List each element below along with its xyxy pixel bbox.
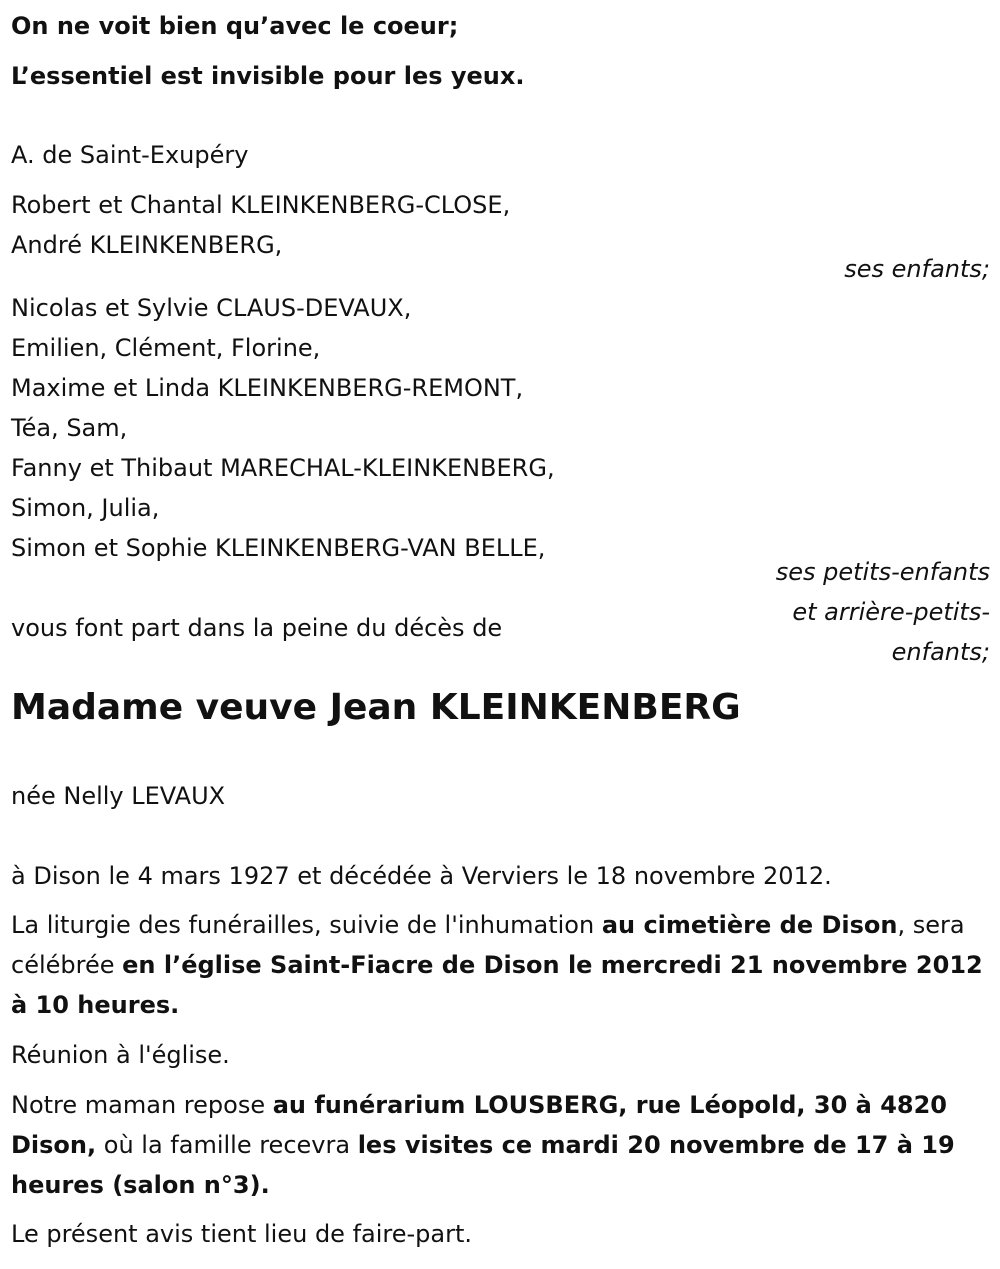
funeral-home-location: au funérarium LOUSBERG, rue Léopold, 30 à 4820 Dison, xyxy=(11,1091,948,1159)
visitation-paragraph xyxy=(11,1085,991,1205)
reunion-note: Réunion à l'église. xyxy=(11,1041,230,1069)
child-line: André KLEINKENBERG, xyxy=(11,231,283,259)
grandchild-line: Simon et Sophie KLEINKENBERG-VAN BELLE, xyxy=(11,534,546,562)
grandchild-line: Maxime et Linda KLEINKENBERG-REMONT, xyxy=(11,374,524,402)
funeral-paragraph xyxy=(11,905,991,1025)
deceased-name: Madame veuve Jean KLEINKENBERG xyxy=(11,687,741,728)
children-role-label: ses enfants; xyxy=(844,255,990,283)
grandchildren-role-label-1: ses petits-enfants xyxy=(775,558,990,586)
maiden-name: née Nelly LEVAUX xyxy=(11,782,226,810)
announcement-intro: vous font part dans la peine du décès de xyxy=(11,614,503,642)
funeral-text: , sera célébrée xyxy=(11,911,965,979)
grandchild-line: Simon, Julia, xyxy=(11,494,160,522)
visitation-text: Notre maman repose xyxy=(11,1091,273,1119)
closing-note: Le présent avis tient lieu de faire-part. xyxy=(11,1220,473,1248)
quote-line-1: On ne voit bien qu’avec le coeur; xyxy=(11,12,459,40)
funeral-text: La liturgie des funérailles, suivie de l'inhumation xyxy=(11,911,602,939)
grandchildren-role-label-3: enfants; xyxy=(891,638,990,666)
quote-line-2: L’essentiel est invisible pour les yeux. xyxy=(11,62,525,90)
birth-death-dates: à Dison le 4 mars 1927 et décédée à Verviers le 18 novembre 2012. xyxy=(11,862,832,890)
grandchild-line: Emilien, Clément, Florine, xyxy=(11,334,321,362)
church-ceremony-details: en l’église Saint-Fiacre de Dison le mercredi 21 novembre 2012 à 10 heures. xyxy=(11,951,983,1019)
grandchild-line: Nicolas et Sylvie CLAUS-DEVAUX, xyxy=(11,294,412,322)
cemetery-location: au cimetière de Dison xyxy=(601,911,898,939)
grandchild-line: Fanny et Thibaut MARECHAL-KLEINKENBERG, xyxy=(11,454,555,482)
grandchild-line: Téa, Sam, xyxy=(11,414,128,442)
quote-author: A. de Saint-Exupéry xyxy=(11,141,249,169)
visiting-hours: les visites ce mardi 20 novembre de 17 à 19 heures (salon n°3). xyxy=(11,1131,955,1199)
visitation-text: où la famille recevra xyxy=(96,1131,358,1159)
grandchildren-role-label-2: et arrière-petits- xyxy=(792,598,990,626)
child-line: Robert et Chantal KLEINKENBERG-CLOSE, xyxy=(11,191,511,219)
